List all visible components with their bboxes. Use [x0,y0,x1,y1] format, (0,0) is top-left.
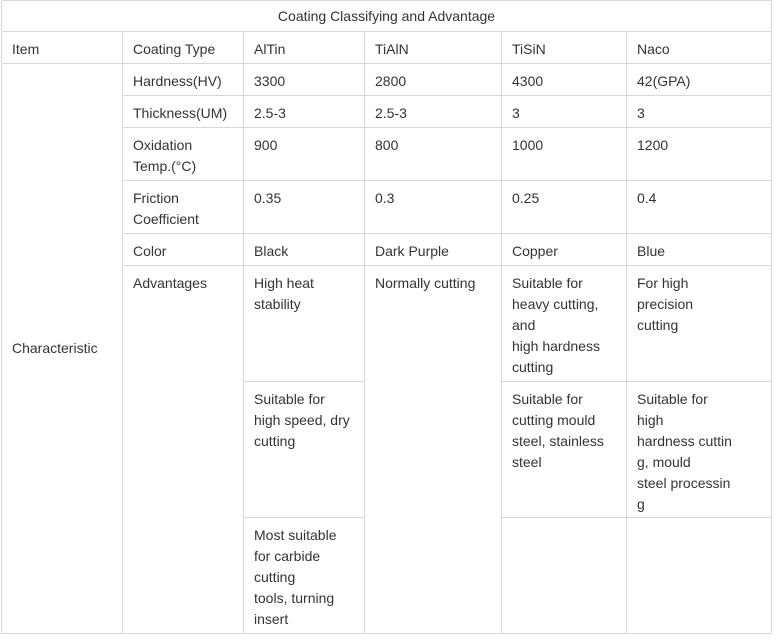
header-tisin: TiSiN [502,32,627,64]
oxidation-tialn: 800 [365,128,502,181]
advantage-naco-2: Suitable for high hardness cuttin g, mould steel processin g [627,382,772,518]
advantage-naco-1: For high precision cutting [627,266,772,382]
advantage-altin-1: High heat stability [244,266,365,382]
header-tialn: TiAlN [365,32,502,64]
empty-cell-tisin [502,518,627,634]
empty-cell-naco [627,518,772,634]
color-altin: Black [244,234,365,266]
row-label-color: Color [123,234,244,266]
thickness-tisin: 3 [502,96,627,128]
color-naco: Blue [627,234,772,266]
friction-tisin: 0.25 [502,181,627,234]
color-tisin: Copper [502,234,627,266]
header-coating-type: Coating Type [123,32,244,64]
hardness-tialn: 2800 [365,64,502,96]
item-characteristic: Characteristic [2,64,123,634]
advantage-altin-3: Most suitable for carbide cutting tools, turning insert [244,518,365,634]
row-label-thickness: Thickness(UM) [123,96,244,128]
hardness-naco: 42(GPA) [627,64,772,96]
coating-table [1,0,772,634]
row-label-friction: Friction Coefficient [123,181,244,234]
hardness-altin: 3300 [244,64,365,96]
header-row [2,32,772,64]
table-row [2,64,772,96]
row-label-oxidation: Oxidation Temp.(°C) [123,128,244,181]
advantage-tisin-2: Suitable for cutting mould steel, stainless steel [502,382,627,518]
oxidation-tisin: 1000 [502,128,627,181]
oxidation-altin: 900 [244,128,365,181]
thickness-altin: 2.5-3 [244,96,365,128]
row-label-hardness: Hardness(HV) [123,64,244,96]
friction-tialn: 0.3 [365,181,502,234]
row-label-advantages: Advantages [123,266,244,634]
oxidation-naco: 1200 [627,128,772,181]
header-naco: Naco [627,32,772,64]
header-altin: AlTin [244,32,365,64]
advantage-altin-2: Suitable for high speed, dry cutting [244,382,365,518]
hardness-tisin: 4300 [502,64,627,96]
thickness-tialn: 2.5-3 [365,96,502,128]
friction-naco: 0.4 [627,181,772,234]
color-tialn: Dark Purple [365,234,502,266]
thickness-naco: 3 [627,96,772,128]
header-item: Item [2,32,123,64]
friction-altin: 0.35 [244,181,365,234]
advantage-tialn: Normally cutting [365,266,502,634]
table-title: Coating Classifying and Advantage [2,1,772,32]
advantage-tisin-1: Suitable for heavy cutting, and high hardness cutting [502,266,627,382]
